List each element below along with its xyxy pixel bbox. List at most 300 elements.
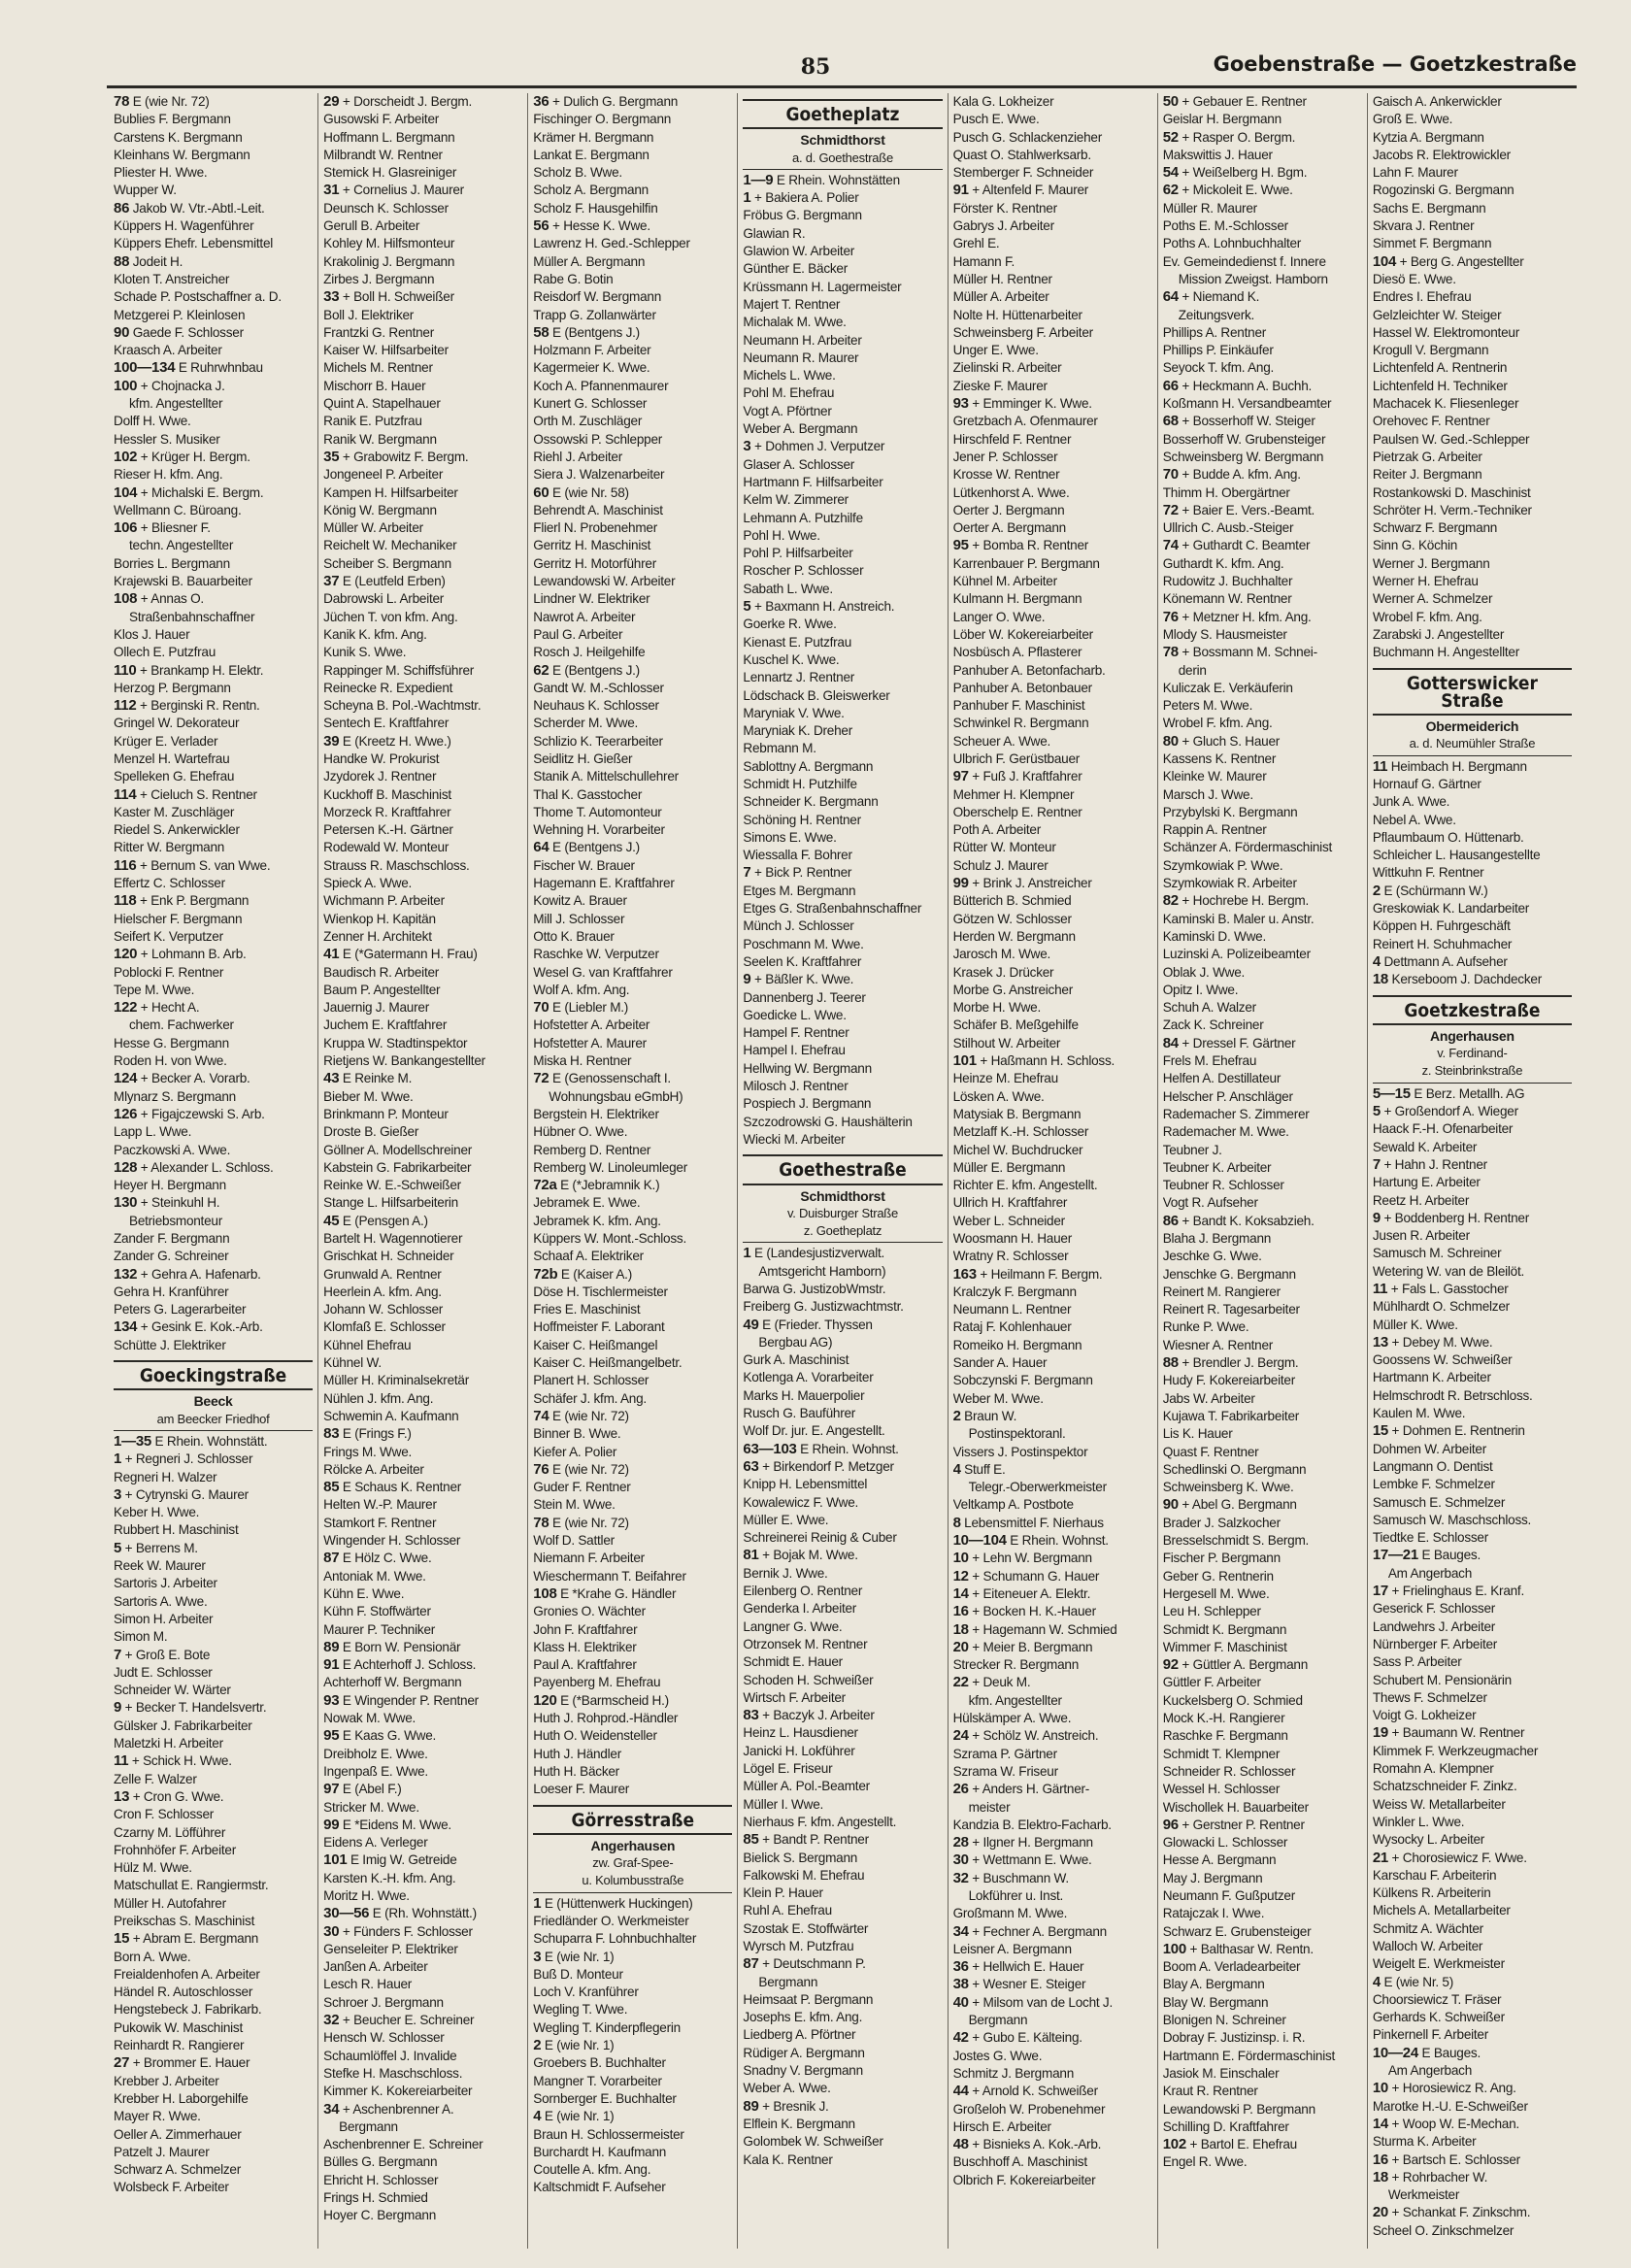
house-number: 20 bbox=[1372, 2204, 1389, 2221]
resident-text: Orth M. Zuschläger bbox=[533, 414, 643, 429]
directory-entry bbox=[953, 1851, 1152, 1869]
resident-text: E (*Barmscheid H.) bbox=[556, 1692, 669, 1708]
directory-entry bbox=[743, 491, 942, 509]
resident-text: Huth J. Händler bbox=[533, 1746, 621, 1761]
resident-text: Wiesner A. Rentner bbox=[1162, 1337, 1274, 1352]
resident-text: Achterhoff W. Bergmann bbox=[323, 1675, 462, 1690]
resident-text: Woosmann H. Hauer bbox=[952, 1231, 1072, 1246]
resident-text: Schweinsberg K. Wwe. bbox=[1162, 1480, 1294, 1495]
directory-entry bbox=[953, 697, 1152, 715]
resident-text: Hofstetter A. Arbeiter bbox=[533, 1017, 650, 1033]
resident-text: Vogt R. Aufseher bbox=[1162, 1195, 1258, 1211]
street-heading: Görresstraße bbox=[533, 1805, 732, 1835]
directory-entry bbox=[323, 662, 522, 680]
directory-entry bbox=[1163, 1834, 1362, 1851]
resident-text: Schneider K. Bergmann bbox=[743, 794, 879, 810]
directory-entry bbox=[323, 2153, 522, 2171]
directory-entry bbox=[1373, 1884, 1572, 1902]
house-number: 54 bbox=[1162, 164, 1179, 182]
resident-text: John F. Kraftfahrer bbox=[533, 1621, 638, 1637]
directory-entry bbox=[1163, 1372, 1362, 1389]
house-number: 114 bbox=[114, 785, 137, 803]
running-title: Goebenstraße — Goetzkestraße bbox=[1213, 52, 1577, 76]
resident-text: Werner A. Schmelzer bbox=[1372, 591, 1493, 607]
directory-entry bbox=[1373, 2080, 1572, 2097]
house-number: 17 bbox=[1372, 1583, 1389, 1600]
directory-entry bbox=[323, 857, 522, 875]
resident-text: + Dorscheidt J. Bergm. bbox=[339, 94, 472, 109]
resident-text: Reiter J. Bergmann bbox=[1372, 467, 1482, 483]
directory-entry bbox=[533, 2126, 732, 2144]
resident-text: Jeschke G. Wwe. bbox=[1162, 1249, 1262, 1264]
house-number: 95 bbox=[952, 537, 969, 554]
resident-text: Szymkowiak P. Wwe. bbox=[1162, 857, 1283, 873]
directory-entry bbox=[114, 964, 313, 982]
resident-text: Ev. Gemeindedienst f. Innere bbox=[1162, 253, 1326, 269]
directory-entry bbox=[1163, 449, 1362, 466]
resident-text: + Schankat F. Zinkschm. bbox=[1388, 2205, 1531, 2220]
directory-entry bbox=[533, 502, 732, 519]
directory-entry bbox=[953, 1372, 1152, 1389]
directory-entry bbox=[323, 821, 522, 839]
directory-entry bbox=[323, 626, 522, 644]
directory-entry bbox=[1163, 1727, 1362, 1745]
resident-text: Quint A. Stapelhauer bbox=[323, 396, 441, 412]
directory-entry bbox=[533, 200, 732, 217]
resident-text: Stilhout W. Arbeiter bbox=[952, 1035, 1061, 1051]
resident-text: Szrama W. Friseur bbox=[952, 1763, 1058, 1779]
directory-entry bbox=[1163, 875, 1362, 892]
resident-text: Voigt G. Lokheizer bbox=[1372, 1708, 1477, 1723]
house-number: 101 bbox=[952, 1052, 977, 1070]
resident-text: Wratny R. Schlosser bbox=[952, 1249, 1069, 1264]
resident-text: Wirtsch F. Arbeiter bbox=[743, 1689, 846, 1705]
resident-text: Wieschermann T. Beifahrer bbox=[533, 1568, 686, 1584]
directory-entry bbox=[953, 2136, 1152, 2153]
directory-entry bbox=[533, 2037, 732, 2054]
resident-text: Hampel I. Ehefrau bbox=[743, 1043, 846, 1058]
directory-entry bbox=[533, 2073, 732, 2090]
resident-text: Riehl J. Arbeiter bbox=[533, 449, 622, 464]
house-number: 102 bbox=[1162, 2136, 1186, 2153]
resident-text: Lapp L. Wwe. bbox=[114, 1124, 192, 1140]
house-number: 64 bbox=[533, 839, 549, 856]
resident-text: Ullrich C. Ausb.-Steiger bbox=[1162, 520, 1294, 536]
resident-text: Szrama P. Gärtner bbox=[952, 1746, 1057, 1761]
directory-entry bbox=[1163, 1923, 1362, 1941]
directory-entry bbox=[323, 804, 522, 821]
house-number: 66 bbox=[1162, 377, 1179, 394]
directory-entry bbox=[323, 1763, 522, 1781]
directory-entry bbox=[533, 911, 732, 928]
resident-text: Hudy F. Kokereiarbeiter bbox=[1162, 1373, 1295, 1388]
resident-text: Scholz F. Hausgehilfin bbox=[533, 200, 658, 216]
resident-text: Seyock T. kfm. Ang. bbox=[1162, 360, 1275, 376]
district-name: Angerhausen bbox=[590, 1837, 676, 1853]
directory-entry bbox=[1163, 1746, 1362, 1763]
directory-entry bbox=[533, 1159, 732, 1177]
resident-text: E Rhein. Wohnst. bbox=[1006, 1533, 1109, 1549]
house-number: 86 bbox=[114, 199, 130, 217]
directory-entry bbox=[1163, 502, 1362, 519]
resident-text: Seifert K. Verputzer bbox=[114, 928, 223, 944]
resident-text: Kohley M. Hilfsmonteur bbox=[323, 236, 455, 251]
resident-text: Gelzleichter W. Steiger bbox=[1372, 307, 1502, 322]
directory-entry bbox=[1163, 964, 1362, 982]
directory-entry bbox=[114, 1913, 313, 1930]
resident-text: Flierl N. Probenehmer bbox=[533, 520, 657, 536]
resident-text: Hirsch E. Arbeiter bbox=[952, 2118, 1051, 2134]
resident-text: Kerseboom J. Dachdecker bbox=[1388, 972, 1542, 987]
directory-entry bbox=[1163, 1568, 1362, 1585]
directory-entry bbox=[1373, 1298, 1572, 1316]
directory-entry bbox=[1163, 1390, 1362, 1408]
directory-entry bbox=[533, 1984, 732, 2001]
resident-text: Heerlein A. kfm. Ang. bbox=[323, 1284, 442, 1299]
directory-entry bbox=[323, 200, 522, 217]
directory-entry bbox=[1373, 1974, 1572, 1991]
resident-text: Teubner R. Schlosser bbox=[1162, 1178, 1284, 1193]
directory-entry bbox=[1163, 1781, 1362, 1798]
directory-entry bbox=[1373, 1636, 1572, 1653]
resident-text: Wrobel F. kfm. Ang. bbox=[1372, 609, 1482, 624]
directory-entry bbox=[1373, 2026, 1572, 2044]
resident-text: Gretzbach A. Ofenmaurer bbox=[952, 414, 1098, 429]
resident-text: Sartoris A. Wwe. bbox=[114, 1593, 208, 1609]
resident-text: Bresselschmidt S. Bergm. bbox=[1162, 1533, 1310, 1549]
directory-entry bbox=[743, 1850, 942, 1867]
directory-entry bbox=[743, 634, 942, 651]
directory-entry bbox=[1373, 758, 1572, 776]
resident-text: Romeiko H. Bergmann bbox=[952, 1337, 1082, 1352]
resident-text: Raschke F. Bergmann bbox=[1162, 1728, 1288, 1744]
resident-text: Gaisch A. Ankerwickler bbox=[1372, 94, 1502, 109]
resident-text: Krebber H. Laborgehilfe bbox=[114, 2090, 249, 2106]
directory-entry bbox=[114, 1433, 313, 1451]
resident-text: Ranik W. Bergmann bbox=[323, 431, 437, 447]
directory-entry bbox=[533, 147, 732, 164]
resident-text: Küppers Ehefr. Lebensmittel bbox=[114, 236, 274, 251]
directory-entry bbox=[114, 946, 313, 963]
house-number: 1—9 bbox=[743, 171, 774, 188]
directory-entry bbox=[533, 1603, 732, 1620]
directory-entry bbox=[323, 129, 522, 147]
resident-text: Paczkowski A. Wwe. bbox=[114, 1142, 231, 1157]
directory-entry bbox=[743, 1529, 942, 1547]
directory-entry bbox=[323, 1213, 522, 1230]
directory-entry bbox=[533, 111, 732, 128]
house-number: 32 bbox=[323, 2012, 340, 2029]
district-name: Schmidthorst bbox=[800, 1187, 885, 1204]
resident-text: Heinz L. Hausdiener bbox=[743, 1725, 858, 1741]
resident-text: Paulsen W. Ged.-Schlepper bbox=[1372, 431, 1530, 447]
resident-text: Nühlen J. kfm. Ang. bbox=[323, 1390, 434, 1406]
directory-entry bbox=[1163, 1887, 1362, 1905]
directory-entry bbox=[1163, 662, 1362, 680]
resident-text: Poth A. Arbeiter bbox=[952, 822, 1042, 838]
directory-entry bbox=[1163, 1017, 1362, 1034]
directory-entry bbox=[1163, 1425, 1362, 1443]
resident-text: E Wingender P. Rentner bbox=[339, 1692, 479, 1708]
house-number: 41 bbox=[323, 946, 340, 963]
directory-entry bbox=[323, 1123, 522, 1141]
resident-text: Wetering W. van de Bleilöt. bbox=[1372, 1263, 1525, 1279]
resident-text: Jebramek E. Wwe. bbox=[533, 1195, 641, 1211]
directory-entry bbox=[114, 519, 313, 537]
directory-entry bbox=[533, 1621, 732, 1639]
resident-text: Maryniak V. Wwe. bbox=[743, 705, 845, 720]
resident-text: Müller A. Pol.-Beamter bbox=[743, 1779, 870, 1794]
resident-text: Morzeck R. Kraftfahrer bbox=[323, 804, 451, 819]
directory-entry bbox=[1163, 413, 1362, 430]
directory-entry bbox=[953, 324, 1152, 342]
directory-entry bbox=[323, 1941, 522, 1958]
directory-columns bbox=[109, 93, 1577, 2249]
directory-entry bbox=[533, 1337, 732, 1354]
resident-text: Kloten T. Anstreicher bbox=[114, 271, 230, 286]
directory-entry bbox=[743, 1583, 942, 1600]
resident-text: May J. Bergmann bbox=[1162, 1870, 1263, 1885]
resident-text: + Michalski E. Bergm. bbox=[137, 484, 264, 500]
resident-text: Szczodrowski G. Haushälterin bbox=[743, 1114, 913, 1129]
directory-entry bbox=[1373, 1867, 1572, 1884]
resident-text: Schroer J. Bergmann bbox=[323, 1994, 444, 2010]
directory-entry bbox=[953, 182, 1152, 199]
house-number: 36 bbox=[952, 1958, 969, 1976]
directory-entry bbox=[114, 1230, 313, 1248]
resident-text: Thal K. Gasstocher bbox=[533, 786, 643, 802]
resident-text: Vogt A. Pförtner bbox=[743, 403, 832, 418]
resident-text: Stefke H. Maschschloss. bbox=[323, 2065, 463, 2081]
resident-text: Kala K. Rentner bbox=[743, 2151, 833, 2167]
directory-entry bbox=[1373, 502, 1572, 519]
directory-entry bbox=[1163, 2029, 1362, 2047]
resident-text: + Schick H. Wwe. bbox=[128, 1753, 232, 1769]
resident-text: Ehricht H. Schlosser bbox=[323, 2172, 439, 2187]
resident-text: Amtsgericht Hamborn) bbox=[758, 1263, 886, 1279]
directory-entry bbox=[533, 857, 732, 875]
resident-text: Bergmann bbox=[758, 1974, 818, 1989]
resident-text: Kühnel Ehefrau bbox=[323, 1337, 412, 1352]
directory-entry bbox=[953, 342, 1152, 359]
directory-entry bbox=[323, 449, 522, 466]
resident-text: Schuparra F. Lohnbuchhalter bbox=[533, 1931, 697, 1947]
resident-text: kfm. Angestellter bbox=[968, 1692, 1062, 1708]
resident-text: Heimsaat P. Bergmann bbox=[743, 1991, 874, 2007]
directory-entry bbox=[114, 93, 313, 111]
directory-entry bbox=[114, 1611, 313, 1628]
directory-entry bbox=[953, 1550, 1152, 1567]
house-number: 31 bbox=[323, 182, 340, 199]
directory-entry bbox=[533, 2179, 732, 2196]
resident-text: Schubert M. Pensionärin bbox=[1372, 1672, 1512, 1687]
resident-text: Grehl E. bbox=[952, 236, 1000, 251]
directory-entry bbox=[114, 1123, 313, 1141]
house-number: 52 bbox=[1162, 128, 1179, 146]
house-number: 87 bbox=[323, 1550, 340, 1567]
directory-entry bbox=[1163, 1817, 1362, 1834]
directory-entry bbox=[533, 1408, 732, 1425]
resident-text: Kleinhans W. Bergmann bbox=[114, 147, 250, 162]
resident-text: Schmitz A. Wächter bbox=[1372, 1920, 1483, 1936]
resident-text: Remberg W. Linoleumleger bbox=[533, 1159, 687, 1175]
directory-entry bbox=[1373, 235, 1572, 252]
directory-entry bbox=[1373, 1920, 1572, 1938]
directory-entry bbox=[533, 324, 732, 342]
directory-entry bbox=[1373, 342, 1572, 359]
resident-text: Gabrys J. Arbeiter bbox=[952, 218, 1054, 234]
directory-entry bbox=[533, 1354, 732, 1372]
resident-text: Hülz M. Wwe. bbox=[114, 1860, 192, 1876]
directory-entry bbox=[953, 857, 1152, 875]
resident-text: Krämer H. Bergmann bbox=[533, 129, 654, 145]
resident-text: Gerull B. Arbeiter bbox=[323, 218, 420, 234]
directory-entry bbox=[533, 164, 732, 182]
resident-text: Kanik K. kfm. Ang. bbox=[323, 626, 427, 642]
resident-text: Peters M. Wwe. bbox=[1162, 698, 1253, 714]
resident-text: Goossens W. Schweißer bbox=[1372, 1352, 1513, 1368]
resident-text: Kampen H. Hilfsarbeiter bbox=[323, 484, 458, 500]
directory-entry bbox=[1163, 982, 1362, 999]
resident-text: Michels L. Wwe. bbox=[743, 368, 836, 384]
house-number: 89 bbox=[323, 1638, 340, 1655]
resident-text: + Bandt K. Koksabzieh. bbox=[1178, 1213, 1315, 1228]
resident-text: + Boddenberg H. Rentner bbox=[1380, 1210, 1530, 1225]
resident-text: Gronies O. Wächter bbox=[533, 1604, 646, 1619]
directory-entry bbox=[743, 1078, 942, 1095]
directory-entry bbox=[1373, 1512, 1572, 1529]
resident-text: Ritter W. Bergmann bbox=[114, 840, 225, 855]
resident-text: Großeloh W. Probenehmer bbox=[952, 2101, 1106, 2117]
resident-text: Ruhl A. Ehefrau bbox=[743, 1903, 832, 1918]
directory-entry bbox=[1373, 1707, 1572, 1724]
directory-entry bbox=[323, 1976, 522, 1993]
resident-text: Sinn G. Köchin bbox=[1372, 538, 1458, 553]
directory-entry bbox=[1163, 395, 1362, 413]
house-number: 78 bbox=[1162, 644, 1179, 661]
house-number: 163 bbox=[952, 1265, 977, 1283]
resident-text: Kaiser C. Heißmangelbetr. bbox=[533, 1355, 682, 1371]
resident-text: Zelle F. Walzer bbox=[114, 1771, 197, 1786]
street-location: a. d. Neumühler Straße bbox=[1373, 735, 1572, 755]
directory-entry bbox=[114, 1930, 313, 1948]
resident-text: Wolf A. kfm. Ang. bbox=[533, 982, 630, 997]
resident-text: Mlynarz S. Bergmann bbox=[114, 1088, 236, 1104]
directory-entry bbox=[953, 715, 1152, 732]
resident-text: Schoden H. Schweißer bbox=[743, 1672, 874, 1687]
directory-entry bbox=[1373, 1458, 1572, 1476]
directory-entry bbox=[1163, 1710, 1362, 1727]
resident-text: Hensch W. Schlosser bbox=[323, 2030, 445, 2046]
resident-text: Kulmann H. Bergmann bbox=[952, 591, 1082, 607]
resident-text: Milosch J. Rentner bbox=[743, 1079, 849, 1094]
house-number: 72 bbox=[533, 1070, 549, 1087]
resident-text: E Rhein. Wohnstätten bbox=[773, 172, 900, 187]
directory-entry bbox=[953, 217, 1152, 235]
directory-entry bbox=[743, 350, 942, 367]
resident-text: + Mickoleit E. Wwe. bbox=[1178, 183, 1293, 198]
directory-entry bbox=[953, 413, 1152, 430]
resident-text: Scheuer A. Wwe. bbox=[952, 733, 1051, 749]
directory-entry bbox=[323, 1870, 522, 1887]
resident-text: Günther E. Bäcker bbox=[743, 261, 848, 277]
resident-text: Baudisch R. Arbeiter bbox=[323, 964, 440, 980]
resident-text: Groß E. Wwe. bbox=[1372, 112, 1453, 127]
resident-text: Münch J. Schlosser bbox=[743, 918, 854, 934]
resident-text: Bütterich B. Schmied bbox=[952, 893, 1072, 909]
directory-entry bbox=[953, 1621, 1152, 1639]
resident-text: + Brink J. Anstreicher bbox=[968, 876, 1092, 891]
house-number: 100 bbox=[114, 377, 138, 394]
directory-entry bbox=[1163, 626, 1362, 644]
directory-entry bbox=[953, 431, 1152, 449]
resident-text: E (wie Nr. 72) bbox=[549, 1461, 629, 1477]
house-number: 50 bbox=[1162, 93, 1179, 110]
directory-entry bbox=[323, 964, 522, 982]
directory-entry bbox=[1163, 680, 1362, 697]
resident-text: Freiberg G. Justizwachtmstr. bbox=[743, 1299, 904, 1315]
directory-entry bbox=[533, 1639, 732, 1656]
directory-entry bbox=[533, 217, 732, 235]
directory-entry bbox=[953, 1834, 1152, 1851]
resident-text: Nawrot A. Arbeiter bbox=[533, 609, 636, 624]
resident-text: Marks H. Mauerpolier bbox=[743, 1387, 865, 1403]
directory-entry bbox=[1373, 1814, 1572, 1831]
directory-entry bbox=[533, 1496, 732, 1514]
directory-entry bbox=[114, 484, 313, 502]
resident-text: Kuliczak E. Verkäuferin bbox=[1162, 680, 1293, 695]
directory-entry bbox=[323, 1834, 522, 1851]
directory-entry bbox=[114, 1142, 313, 1159]
resident-text: E (Bentgens J.) bbox=[549, 324, 640, 340]
resident-text: Schlizio K. Teerarbeiter bbox=[533, 733, 663, 749]
directory-entry bbox=[1373, 93, 1572, 111]
resident-text: Schade P. Postschaffner a. D. bbox=[114, 289, 282, 305]
directory-entry bbox=[114, 590, 313, 608]
resident-text: Kagermeier K. Wwe. bbox=[533, 360, 650, 376]
directory-entry bbox=[743, 1902, 942, 1919]
directory-entry bbox=[1373, 917, 1572, 935]
directory-entry bbox=[1373, 1334, 1572, 1351]
directory-entry bbox=[114, 537, 313, 554]
directory-entry bbox=[1163, 999, 1362, 1017]
house-number: 89 bbox=[743, 2097, 759, 2115]
directory-entry bbox=[1163, 1870, 1362, 1887]
house-number: 7 bbox=[1372, 1155, 1381, 1173]
resident-text: + Cron G. Wwe. bbox=[129, 1788, 224, 1804]
directory-entry bbox=[953, 288, 1152, 306]
resident-text: Oblak J. Wwe. bbox=[1162, 964, 1246, 980]
resident-text: Ollech E. Putzfrau bbox=[114, 645, 216, 660]
resident-text: Jacobs R. Elektrowickler bbox=[1372, 147, 1511, 162]
house-number: 20 bbox=[952, 1638, 969, 1655]
resident-text: Niemann F. Arbeiter bbox=[533, 1551, 645, 1566]
house-number: 14 bbox=[952, 1584, 969, 1602]
directory-entry bbox=[323, 1248, 522, 1265]
house-number: 7 bbox=[114, 1646, 122, 1663]
directory-entry bbox=[114, 911, 313, 928]
directory-entry bbox=[533, 1585, 732, 1603]
resident-text: Dannenberg J. Teerer bbox=[743, 989, 866, 1005]
house-number: 34 bbox=[952, 1922, 969, 1940]
resident-text: chem. Fachwerker bbox=[129, 1017, 234, 1033]
resident-text: + Enk P. Bergmann bbox=[136, 893, 250, 909]
directory-entry bbox=[533, 1194, 732, 1212]
directory-entry bbox=[1373, 1529, 1572, 1547]
resident-text: Scholz B. Wwe. bbox=[533, 165, 622, 181]
resident-text: Glawian R. bbox=[743, 225, 806, 241]
resident-text: Wiecki M. Arbeiter bbox=[743, 1131, 846, 1147]
